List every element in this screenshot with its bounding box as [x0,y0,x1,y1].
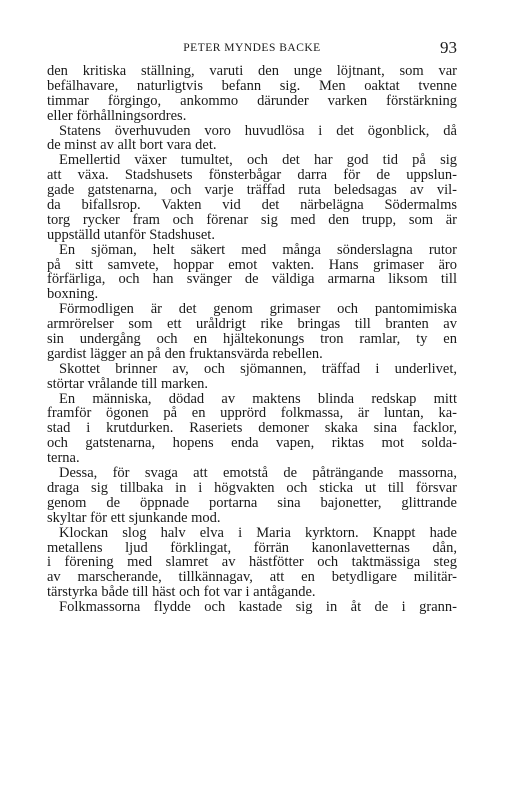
text-line: på sitt samvete, hoppar emot vakten. Hans grimaser äro [47,256,457,273]
running-title: PETER MYNDES BACKE [183,42,321,54]
text-line: Dessa, för svaga att emotstå de påträngande massorna, [59,465,457,482]
body-text [47,64,457,615]
text-line: draga sig tillbaka in i högvakten och sticka ut till försvar [47,479,457,496]
page-number: 93 [440,38,457,57]
text-line: störtar vrålande till marken. [47,375,209,392]
text-line: och gatstenarna, hopens enda vapen, riktas mot solda- [47,435,457,452]
text-line: de minst av allt bort vara det. [47,137,217,154]
text-line: timmar förgingo, ankommo därunder varken förstärkning [47,92,457,109]
text-line: uppställd utanför Stadshuset. [47,226,215,243]
text-line: Statens överhuvuden voro huvudlösa i det ögonblick, då [59,122,457,139]
text-line: gardist lägger an på den fruktansvärda rebellen. [47,345,323,362]
text-line: genom de öppnade portarna sina bajonetter, glittrande [47,494,457,511]
text-line: Klockan slog halv elva i Maria kyrktorn. Knappt hade [59,524,457,541]
text-line: befälhavare, naturligtvis befann sig. Men oaktat tvenne [47,77,457,94]
text-line: eller förhållningsordres. [47,107,187,124]
text-line: den kritiska ställning, varuti den unge löjtnant, som var [47,63,457,79]
text-line: En sjöman, helt säkert med många sönderslagna rutor [59,241,457,258]
text-line: stad i krutdurken. Raseriets demoner skaka sina facklor, [47,420,457,437]
page-header [47,38,457,62]
text-line: boxning. [47,286,99,303]
text-line: framför ögonen på en upprörd folkmassa, är luntan, ka- [47,405,457,422]
text-line: torg rycker fram och förenar sig med den trupp, som är [47,211,457,228]
text-line: sin undergång och en hjältekonungs tron ramlar, ty en [47,331,457,348]
text-line: armrörelser som ett uråldrigt rike bringas till branten av [47,316,457,333]
text-line: En människa, dödad av maktens blinda redskap mitt [59,390,457,407]
text-line: Skottet brinner av, och sjömannen, träffad i underlivet, [59,360,457,377]
text-line: Folkmassorna flydde och kastade sig in åt de i grann- [59,599,457,616]
text-line: skyltar för ett sjunkande mod. [47,509,221,526]
text-line: i förening med slamret av hästfötter och taktmässiga steg [47,554,457,571]
text-line: terna. [47,450,80,467]
text-line: Emellertid växer tumultet, och det har god tid på sig [59,152,457,169]
text-line: tärstyrka både till häst och fot var i antågande. [47,584,316,601]
text-line: att växa. Stadshusets fönsterbågar darra för de uppslun- [47,167,457,184]
text-line: gade gatstenarna, och varje träffad ruta beledsagas av vil- [47,182,457,199]
text-line: metallens ljud förklingat, förrän kanonlavetternas dån, [47,539,457,556]
text-line: da bifallsrop. Vakten vid det närbelägna Södermalms [47,197,457,214]
text-line: förfärliga, och han svänger de väldiga armarna liksom till [47,271,457,288]
text-line: av marscherande, tillkännagav, att en betydligare militär- [47,569,457,586]
text-line: Förmodligen är det genom grimaser och pantomimiska [59,301,457,318]
